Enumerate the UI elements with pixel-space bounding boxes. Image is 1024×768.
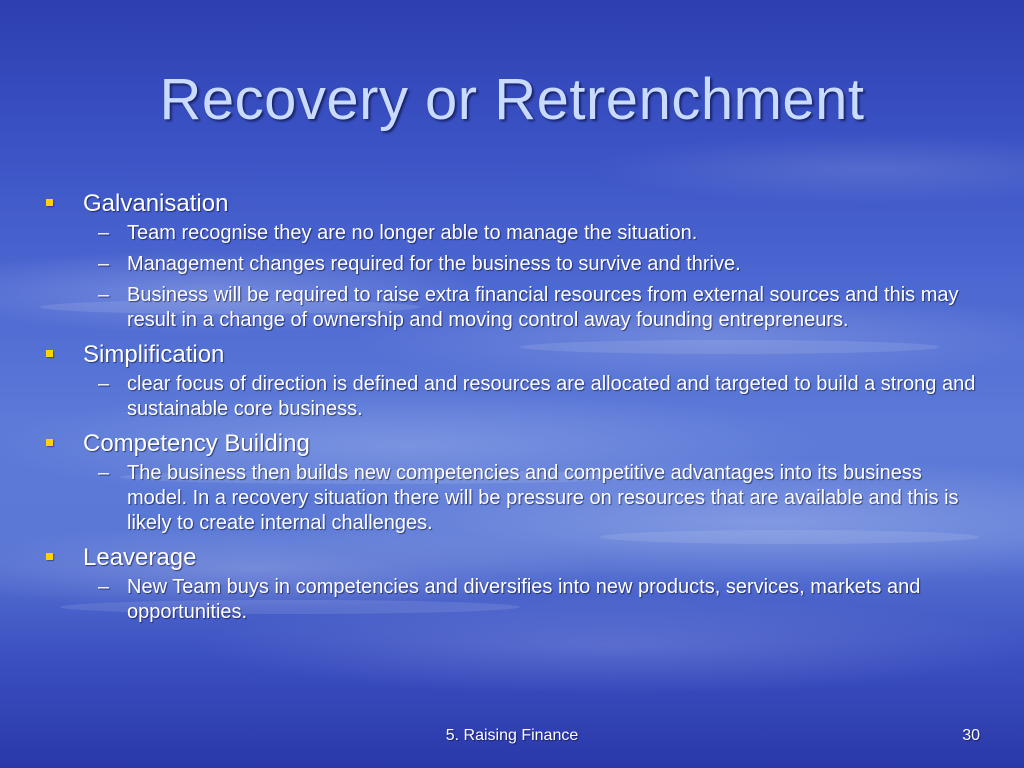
- sub-bullet-text: Business will be required to raise extra financial resources from external sources and this may result in a change of ownership and moving control away founding entrepreneurs.: [127, 284, 959, 331]
- bullet-item: [46, 339, 986, 370]
- dash-bullet-icon: –: [98, 373, 110, 395]
- sub-bullet-text: clear focus of direction is defined and resources are allocated and targeted to build a strong and sustainable core business.: [127, 373, 976, 420]
- sub-bullet-item: [46, 283, 986, 333]
- bullet-group-competency-building: [46, 428, 986, 536]
- square-bullet-icon: [46, 350, 53, 357]
- sub-bullet-text: Management changes required for the business to survive and thrive.: [127, 253, 741, 275]
- bullet-group-leaverage: [46, 542, 986, 625]
- bullet-label: Competency Building: [83, 430, 310, 457]
- sub-bullet-item: [46, 221, 986, 246]
- bullet-item: [46, 542, 986, 573]
- sub-bullet-item: [46, 372, 986, 422]
- page-number: 30: [962, 727, 980, 744]
- sub-bullet-item: [46, 252, 986, 277]
- bullet-list: [46, 188, 986, 631]
- dash-bullet-icon: –: [98, 576, 110, 598]
- dash-bullet-icon: –: [98, 284, 110, 306]
- sub-bullet-text: New Team buys in competencies and diversifies into new products, services, markets and opportunities.: [127, 576, 921, 623]
- square-bullet-icon: [46, 199, 53, 206]
- sub-bullet-item: [46, 575, 986, 625]
- bullet-item: [46, 428, 986, 459]
- sub-bullet-text: The business then builds new competencies and competitive advantages into its business model. In a recovery situation there will be pressure on resources that are available and this is likely to create internal challenges.: [127, 462, 959, 534]
- bullet-label: Leaverage: [83, 544, 197, 571]
- sub-bullet-text: Team recognise they are no longer able to manage the situation.: [127, 222, 698, 244]
- slide-title: Recovery or Retrenchment: [159, 67, 865, 132]
- footer-text: 5. Raising Finance: [445, 727, 579, 744]
- sub-bullet-item: [46, 461, 986, 536]
- bullet-item: [46, 188, 986, 219]
- dash-bullet-icon: –: [98, 253, 110, 275]
- square-bullet-icon: [46, 553, 53, 560]
- square-bullet-icon: [46, 439, 53, 446]
- bullet-label: Simplification: [83, 341, 225, 368]
- bullet-label: Galvanisation: [83, 190, 229, 217]
- dash-bullet-icon: –: [98, 222, 110, 244]
- bullet-group-galvanisation: [46, 188, 986, 333]
- bullet-group-simplification: [46, 339, 986, 422]
- dash-bullet-icon: –: [98, 462, 110, 484]
